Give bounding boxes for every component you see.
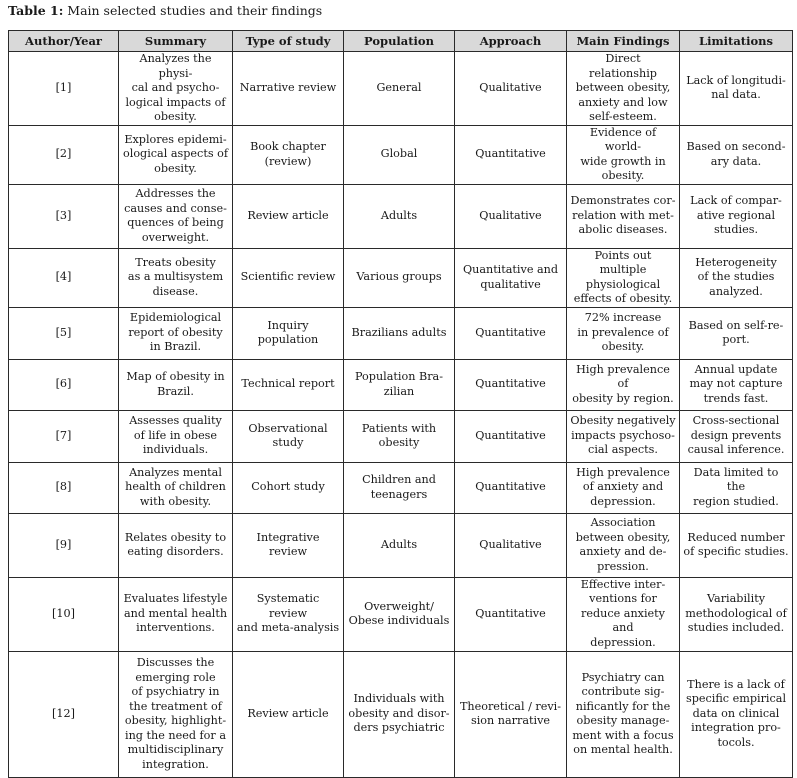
- cell-line: depression.: [590, 635, 656, 649]
- studies-table: [8, 30, 793, 778]
- cell-line: Adults: [380, 537, 418, 551]
- cell-line: Quantitative: [475, 606, 546, 620]
- cell-limitations: [680, 651, 793, 777]
- cell-line: studies.: [713, 223, 759, 237]
- cell-line: Demonstrates cor-: [570, 194, 676, 208]
- cell-line: of anxiety and: [582, 480, 664, 494]
- cell-author-year: [6]: [9, 359, 119, 410]
- cell-line: Quantitative: [475, 377, 546, 391]
- cell-line: ary data.: [710, 154, 762, 168]
- cell-line: Cohort study: [251, 480, 325, 494]
- cell-findings: [567, 52, 680, 126]
- cell-line: overweight.: [141, 230, 210, 244]
- cell-line: ders psychiatric: [353, 721, 445, 735]
- table-row: [9, 577, 793, 651]
- cell-limitations: [680, 125, 793, 184]
- cell-line: Reduced number: [687, 530, 785, 544]
- cell-limitations: [680, 307, 793, 359]
- cell-line: Qualitative: [479, 81, 542, 94]
- cell-line: Review article: [247, 706, 329, 720]
- cell-population: [344, 513, 455, 577]
- cell-findings: [567, 184, 680, 248]
- cell-limitations: [680, 184, 793, 248]
- cell-author-year: [7]: [9, 410, 119, 462]
- cell-line: Integrative review: [256, 530, 320, 558]
- cell-line: study: [272, 436, 304, 449]
- cell-population: [344, 248, 455, 307]
- cell-line: studies included.: [687, 621, 785, 635]
- cell-line: (review): [264, 154, 312, 168]
- cell-line: tocols.: [717, 735, 755, 749]
- cell-type: [233, 307, 344, 359]
- cell-line: obesity.: [154, 161, 197, 175]
- table-row: [9, 307, 793, 359]
- col-header-type-of-study: Type of study: [233, 31, 344, 52]
- cell-line: may not capture: [689, 377, 783, 391]
- cell-line: Patients with: [361, 421, 437, 435]
- cell-line: design prevents: [690, 428, 782, 442]
- cell-line: Epidemiological: [129, 311, 222, 325]
- cell-findings: [567, 462, 680, 513]
- cell-population: [344, 462, 455, 513]
- cell-line: Brazilians adults: [351, 325, 447, 339]
- cell-line: Analyzes the physi-: [139, 52, 212, 80]
- cell-line: and mental health: [123, 606, 228, 620]
- cell-line: causes and conse-: [124, 201, 227, 215]
- cell-line: integration pro-: [691, 721, 781, 735]
- cell-line: Heterogeneity: [695, 255, 777, 269]
- cell-line: Annual update: [694, 362, 778, 376]
- cell-author-year: [8]: [9, 462, 119, 513]
- cell-author-year: [9]: [9, 513, 119, 577]
- cell-author-year: [10]: [9, 577, 119, 651]
- cell-line: Qualitative: [479, 208, 542, 222]
- cell-line: the treatment of: [129, 699, 222, 713]
- cell-summary: [119, 359, 233, 410]
- cell-line: Psychiatry can: [581, 670, 665, 684]
- cell-line: Narrative review: [239, 81, 337, 94]
- cell-summary: [119, 462, 233, 513]
- cell-line: Brazil.: [157, 384, 194, 398]
- cell-line: 72% increase: [584, 311, 662, 325]
- cell-line: High prevalence of: [576, 362, 670, 391]
- cell-line: Explores epidemi-: [124, 132, 227, 146]
- cell-population: [344, 125, 455, 184]
- cell-line: obesity and disor-: [348, 706, 450, 720]
- cell-line: Assesses quality: [129, 414, 222, 428]
- cell-summary: [119, 513, 233, 577]
- cell-line: Scientific review: [240, 270, 336, 284]
- cell-line: There is a lack of: [687, 677, 785, 691]
- cell-line: eating disorders.: [127, 545, 224, 558]
- cell-line: physiological: [585, 277, 661, 291]
- cell-findings: [567, 125, 680, 184]
- cell-line: Quantitative: [475, 147, 546, 161]
- table-row: [9, 359, 793, 410]
- cell-summary: [119, 410, 233, 462]
- cell-line: Book chapter: [250, 140, 326, 153]
- cell-summary: [119, 577, 233, 651]
- cell-line: nal data.: [711, 88, 761, 102]
- cell-line: in prevalence of: [577, 325, 669, 339]
- cell-limitations: [680, 462, 793, 513]
- cell-line: Obesity negatively: [570, 414, 676, 428]
- cell-line: Map of obesity in: [126, 370, 225, 383]
- table-row: [9, 52, 793, 126]
- cell-approach: [455, 307, 567, 359]
- cell-line: Points out multiple: [594, 248, 652, 276]
- cell-type: [233, 513, 344, 577]
- cell-line: on mental health.: [573, 743, 673, 756]
- cell-line: Population Bra-: [354, 370, 443, 383]
- cell-line: Direct relationship: [589, 52, 657, 80]
- cell-population: [344, 359, 455, 410]
- cell-line: Cross-sectional: [692, 414, 780, 428]
- cell-line: ventions for: [589, 592, 657, 606]
- cell-approach: [455, 577, 567, 651]
- cell-line: Observational: [248, 421, 328, 435]
- cell-line: between obesity,: [575, 81, 671, 94]
- cell-line: cal and psycho-: [131, 81, 220, 94]
- table-row: [9, 125, 793, 184]
- cell-line: impacts psychoso-: [571, 428, 675, 442]
- cell-population: [344, 307, 455, 359]
- cell-findings: [567, 410, 680, 462]
- cell-line: and meta-analysis: [236, 621, 340, 635]
- cell-line: cial aspects.: [588, 443, 658, 457]
- cell-summary: [119, 248, 233, 307]
- cell-type: [233, 577, 344, 651]
- cell-type: [233, 184, 344, 248]
- cell-type: [233, 410, 344, 462]
- cell-line: obesity.: [601, 169, 645, 182]
- cell-line: anxiety and low: [578, 95, 668, 109]
- cell-line: multidisciplinary: [127, 743, 224, 756]
- cell-line: Lack of compar-: [690, 194, 782, 208]
- cell-line: trends fast.: [703, 391, 769, 405]
- cell-line: analyzed.: [709, 284, 763, 298]
- cell-line: port.: [722, 333, 750, 346]
- col-header-limitations: Limitations: [680, 31, 793, 52]
- cell-limitations: [680, 52, 793, 126]
- cell-approach: [455, 125, 567, 184]
- cell-line: Variability: [706, 592, 766, 606]
- cell-line: qualitative: [480, 277, 541, 291]
- cell-line: Effective inter-: [580, 577, 666, 591]
- cell-findings: [567, 513, 680, 577]
- cell-line: Review article: [247, 208, 329, 222]
- cell-line: of specific studies.: [683, 545, 789, 558]
- cell-line: causal inference.: [687, 443, 785, 457]
- cell-approach: [455, 359, 567, 410]
- cell-limitations: [680, 513, 793, 577]
- cell-line: ative regional: [696, 208, 776, 222]
- cell-line: between obesity,: [575, 530, 671, 544]
- cell-line: contribute sig-: [581, 685, 665, 698]
- cell-author-year: [5]: [9, 307, 119, 359]
- cell-line: health of children: [125, 480, 226, 494]
- cell-population: [344, 52, 455, 126]
- table-row: [9, 462, 793, 513]
- cell-line: of life in obese: [133, 428, 218, 442]
- cell-approach: [455, 248, 567, 307]
- cell-line: reduce anxiety and: [581, 606, 665, 635]
- cell-line: pression.: [597, 559, 649, 573]
- col-header-main-findings: Main Findings: [567, 31, 680, 52]
- cell-type: [233, 651, 344, 777]
- cell-author-year: [1]: [9, 52, 119, 126]
- cell-line: Global: [380, 147, 418, 161]
- cell-limitations: [680, 577, 793, 651]
- cell-line: Technical report: [241, 377, 335, 391]
- cell-summary: [119, 184, 233, 248]
- cell-line: interventions.: [136, 621, 215, 635]
- cell-approach: [455, 651, 567, 777]
- cell-line: obesity by region.: [572, 391, 674, 405]
- cell-line: Qualitative: [479, 537, 542, 551]
- cell-line: effects of obesity.: [573, 292, 673, 305]
- cell-approach: [455, 184, 567, 248]
- cell-limitations: [680, 359, 793, 410]
- cell-author-year: [2]: [9, 125, 119, 184]
- cell-line: teenagers: [370, 487, 428, 501]
- cell-population: [344, 651, 455, 777]
- cell-line: integration.: [142, 757, 209, 771]
- cell-summary: [119, 125, 233, 184]
- cell-line: Quantitative: [475, 480, 546, 494]
- cell-line: Various groups: [356, 270, 442, 284]
- cell-line: General: [376, 81, 422, 94]
- cell-line: nificantly for the: [575, 699, 671, 713]
- cell-line: Adults: [380, 208, 418, 222]
- table-row: [9, 248, 793, 307]
- table-row: [9, 184, 793, 248]
- cell-population: [344, 410, 455, 462]
- cell-line: obesity, highlight-: [124, 714, 227, 727]
- cell-line: Evaluates lifestyle: [123, 592, 228, 606]
- cell-line: disease.: [152, 284, 199, 298]
- cell-line: Children and: [362, 473, 436, 486]
- cell-findings: [567, 359, 680, 410]
- cell-line: Lack of longitudi-: [686, 73, 786, 87]
- cell-line: of psychiatry in: [131, 685, 220, 698]
- cell-line: ment with a focus: [572, 728, 674, 742]
- cell-line: obesity.: [601, 340, 645, 354]
- cell-author-year: [3]: [9, 184, 119, 248]
- cell-line: of the studies: [697, 270, 775, 284]
- table-row: [9, 513, 793, 577]
- col-header-author-year: Author/Year: [9, 31, 119, 52]
- cell-type: [233, 248, 344, 307]
- cell-line: Individuals with: [353, 692, 445, 706]
- cell-line: Relates obesity to: [124, 530, 227, 544]
- cell-line: obesity: [378, 436, 420, 449]
- cell-summary: [119, 307, 233, 359]
- cell-line: Based on self-re-: [688, 318, 784, 332]
- table-caption-label: Table 1:: [8, 3, 64, 18]
- cell-line: obesity.: [154, 110, 197, 123]
- cell-line: data on clinical: [692, 706, 780, 720]
- cell-line: Quantitative: [475, 428, 546, 442]
- cell-line: anxiety and de-: [579, 545, 667, 558]
- cell-line: in Brazil.: [149, 340, 202, 354]
- cell-line: individuals.: [142, 443, 209, 457]
- cell-line: Evidence of world-: [589, 125, 657, 153]
- cell-line: Systematic review: [256, 592, 320, 620]
- cell-approach: [455, 52, 567, 126]
- cell-line: report of obesity: [128, 325, 223, 339]
- cell-line: Treats obesity: [135, 255, 216, 269]
- cell-line: Based on second-: [686, 140, 786, 153]
- col-header-population: Population: [344, 31, 455, 52]
- cell-line: wide growth in: [580, 154, 666, 168]
- cell-summary: [119, 651, 233, 777]
- cell-line: Overweight/: [364, 599, 434, 613]
- cell-line: abolic diseases.: [578, 223, 668, 237]
- cell-type: [233, 52, 344, 126]
- cell-line: High prevalence: [576, 465, 670, 479]
- cell-line: region studied.: [693, 494, 779, 508]
- col-header-summary: Summary: [119, 31, 233, 52]
- table-row: [9, 651, 793, 777]
- cell-type: [233, 359, 344, 410]
- cell-line: with obesity.: [139, 494, 212, 508]
- cell-line: sion narrative: [470, 714, 551, 727]
- cell-line: quences of being: [127, 216, 224, 229]
- cell-line: logical impacts of: [125, 95, 226, 109]
- cell-line: obesity manage-: [576, 714, 670, 727]
- table-row: [9, 410, 793, 462]
- cell-line: Quantitative: [475, 325, 546, 339]
- cell-line: Data limited to the: [693, 465, 779, 494]
- cell-line: emerging role: [135, 670, 216, 684]
- cell-approach: [455, 410, 567, 462]
- cell-line: Quantitative and: [462, 263, 559, 276]
- cell-approach: [455, 462, 567, 513]
- cell-line: as a multisystem: [127, 270, 224, 284]
- cell-line: specific empirical: [685, 692, 787, 706]
- cell-findings: [567, 651, 680, 777]
- cell-type: [233, 125, 344, 184]
- cell-line: relation with met-: [572, 208, 674, 222]
- table-body: [9, 52, 793, 778]
- cell-line: depression.: [590, 494, 656, 508]
- cell-line: Association: [590, 516, 656, 529]
- cell-line: self-esteem.: [589, 110, 657, 123]
- cell-line: methodological of: [685, 606, 787, 620]
- cell-line: ological aspects of: [123, 147, 228, 161]
- table-caption: [8, 3, 322, 19]
- cell-summary: [119, 52, 233, 126]
- cell-author-year: [12]: [9, 651, 119, 777]
- cell-population: [344, 184, 455, 248]
- cell-approach: [455, 513, 567, 577]
- cell-line: ing the need for a: [125, 728, 226, 742]
- cell-line: Inquiry population: [257, 318, 319, 346]
- cell-population: [344, 577, 455, 651]
- cell-line: Analyzes mental: [129, 465, 222, 479]
- table-caption-text: Main selected studies and their findings: [63, 3, 323, 18]
- col-header-approach: Approach: [455, 31, 567, 52]
- cell-findings: [567, 248, 680, 307]
- cell-line: Addresses the: [135, 187, 216, 200]
- cell-line: Theoretical / revi-: [459, 699, 562, 713]
- cell-author-year: [4]: [9, 248, 119, 307]
- cell-findings: [567, 307, 680, 359]
- cell-findings: [567, 577, 680, 651]
- cell-line: zilian: [383, 384, 415, 398]
- cell-limitations: [680, 248, 793, 307]
- cell-type: [233, 462, 344, 513]
- cell-line: Discusses the: [136, 656, 215, 669]
- header-row: [9, 31, 793, 52]
- cell-limitations: [680, 410, 793, 462]
- cell-line: Obese individuals: [348, 614, 450, 627]
